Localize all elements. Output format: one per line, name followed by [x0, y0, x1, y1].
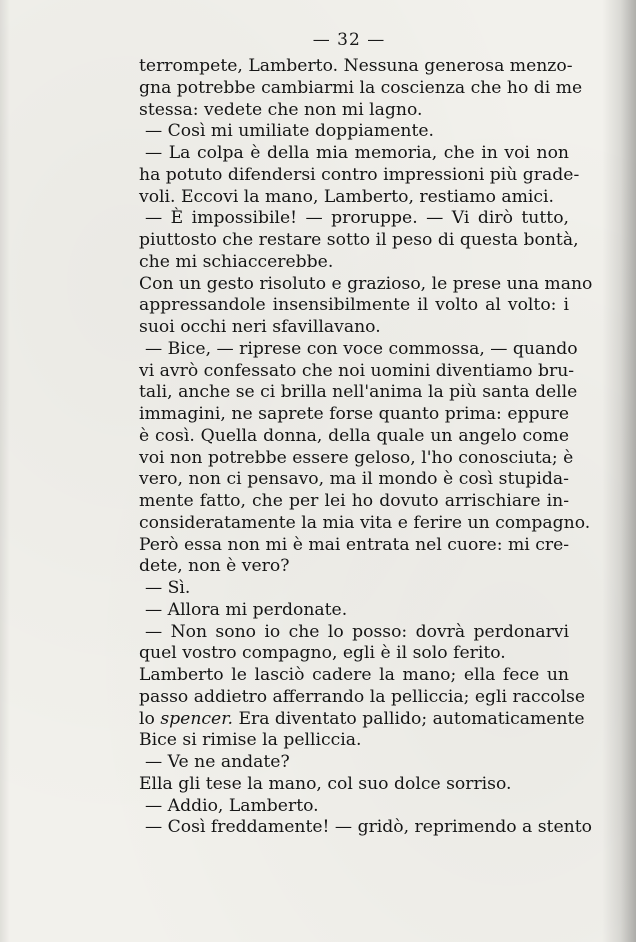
text-line: passo addietro afferrando la pelliccia; egli raccolse	[139, 686, 586, 707]
left-edge-shading	[0, 0, 10, 942]
text-line: gna potrebbe cambiarmi la coscienza che ho di me	[139, 77, 583, 98]
text-line: voi non potrebbe essere geloso, l'ho conosciuta; è	[139, 447, 574, 468]
text-line: — Sì.	[145, 578, 191, 598]
text-line: consideratamente la mia vita e ferire un compagno.	[139, 512, 591, 533]
text-line: — Allora mi perdonate.	[145, 599, 348, 620]
text-line: Lamberto le lasciò cadere la mano; ella fece un	[139, 665, 569, 685]
text-line: dete, non è vero?	[139, 556, 290, 577]
text-line: voli. Eccovi la mano, Lamberto, restiamo amici.	[139, 186, 555, 207]
text-line: Bice si rimise la pelliccia.	[139, 730, 362, 751]
page-number: — 32 —	[312, 30, 386, 50]
text-line: — Così freddamente! — gridò, reprimendo a stento	[145, 817, 592, 838]
text-line: piuttosto che restare sotto il peso di questa bontà,	[139, 230, 579, 250]
text-line: terrompete, Lamberto. Nessuna generosa menzo-	[139, 56, 573, 76]
text-line: mente fatto, che per lei ho dovuto arrischiare in-	[139, 491, 569, 511]
text-line: — È impossibile! — proruppe. — Vi dirò tutto,	[145, 208, 569, 229]
text-fragment: lo	[139, 708, 155, 729]
text-line: — Non sono io che lo posso: dovrà perdonarvi	[145, 621, 569, 642]
text-line: ha potuto difendersi contro impressioni più grade-	[139, 164, 580, 185]
text-fragment: Era diventato pallido; automaticamente	[238, 708, 585, 729]
text-line: — La colpa è della mia memoria, che in voi non	[145, 143, 569, 163]
text-line: che mi schiaccerebbe.	[139, 251, 334, 272]
italic-word: spencer.	[160, 708, 233, 729]
text-line: vero, non ci pensavo, ma il mondo è così stupida-	[139, 469, 569, 490]
text-line: — Così mi umiliate doppiamente.	[145, 121, 435, 142]
text-line: appressandole insensibilmente il volto al volto: i	[139, 295, 569, 316]
text-line: suoi occhi neri sfavillavano.	[139, 317, 381, 337]
text-line: tali, anche se ci brilla nell'anima la più santa delle	[139, 382, 578, 403]
text-line: vi avrò confessato che noi uomini diventiamo bru-	[139, 360, 575, 381]
text-line: Ella gli tese la mano, col suo dolce sorriso.	[139, 773, 512, 794]
text-line: stessa: vedete che non mi lagno.	[139, 99, 423, 120]
right-edge-shading	[602, 0, 636, 942]
text-line: immagini, ne saprete forse quanto prima: eppure	[139, 404, 569, 424]
text-line-mixed	[139, 708, 585, 731]
text-line: Però essa non mi è mai entrata nel cuore: mi cre-	[139, 534, 570, 555]
text-line: — Bice, — riprese con voce commossa, — quando	[145, 338, 578, 359]
text-line: — Ve ne andate?	[145, 752, 290, 772]
text-line: è così. Quella donna, della quale un angelo come	[139, 425, 569, 446]
text-line: quel vostro compagno, egli è il solo ferito.	[139, 643, 506, 664]
body-text	[139, 56, 593, 839]
text-line: Con un gesto risoluto e grazioso, le prese una mano	[139, 273, 593, 294]
text-line: — Addio, Lamberto.	[145, 795, 319, 816]
